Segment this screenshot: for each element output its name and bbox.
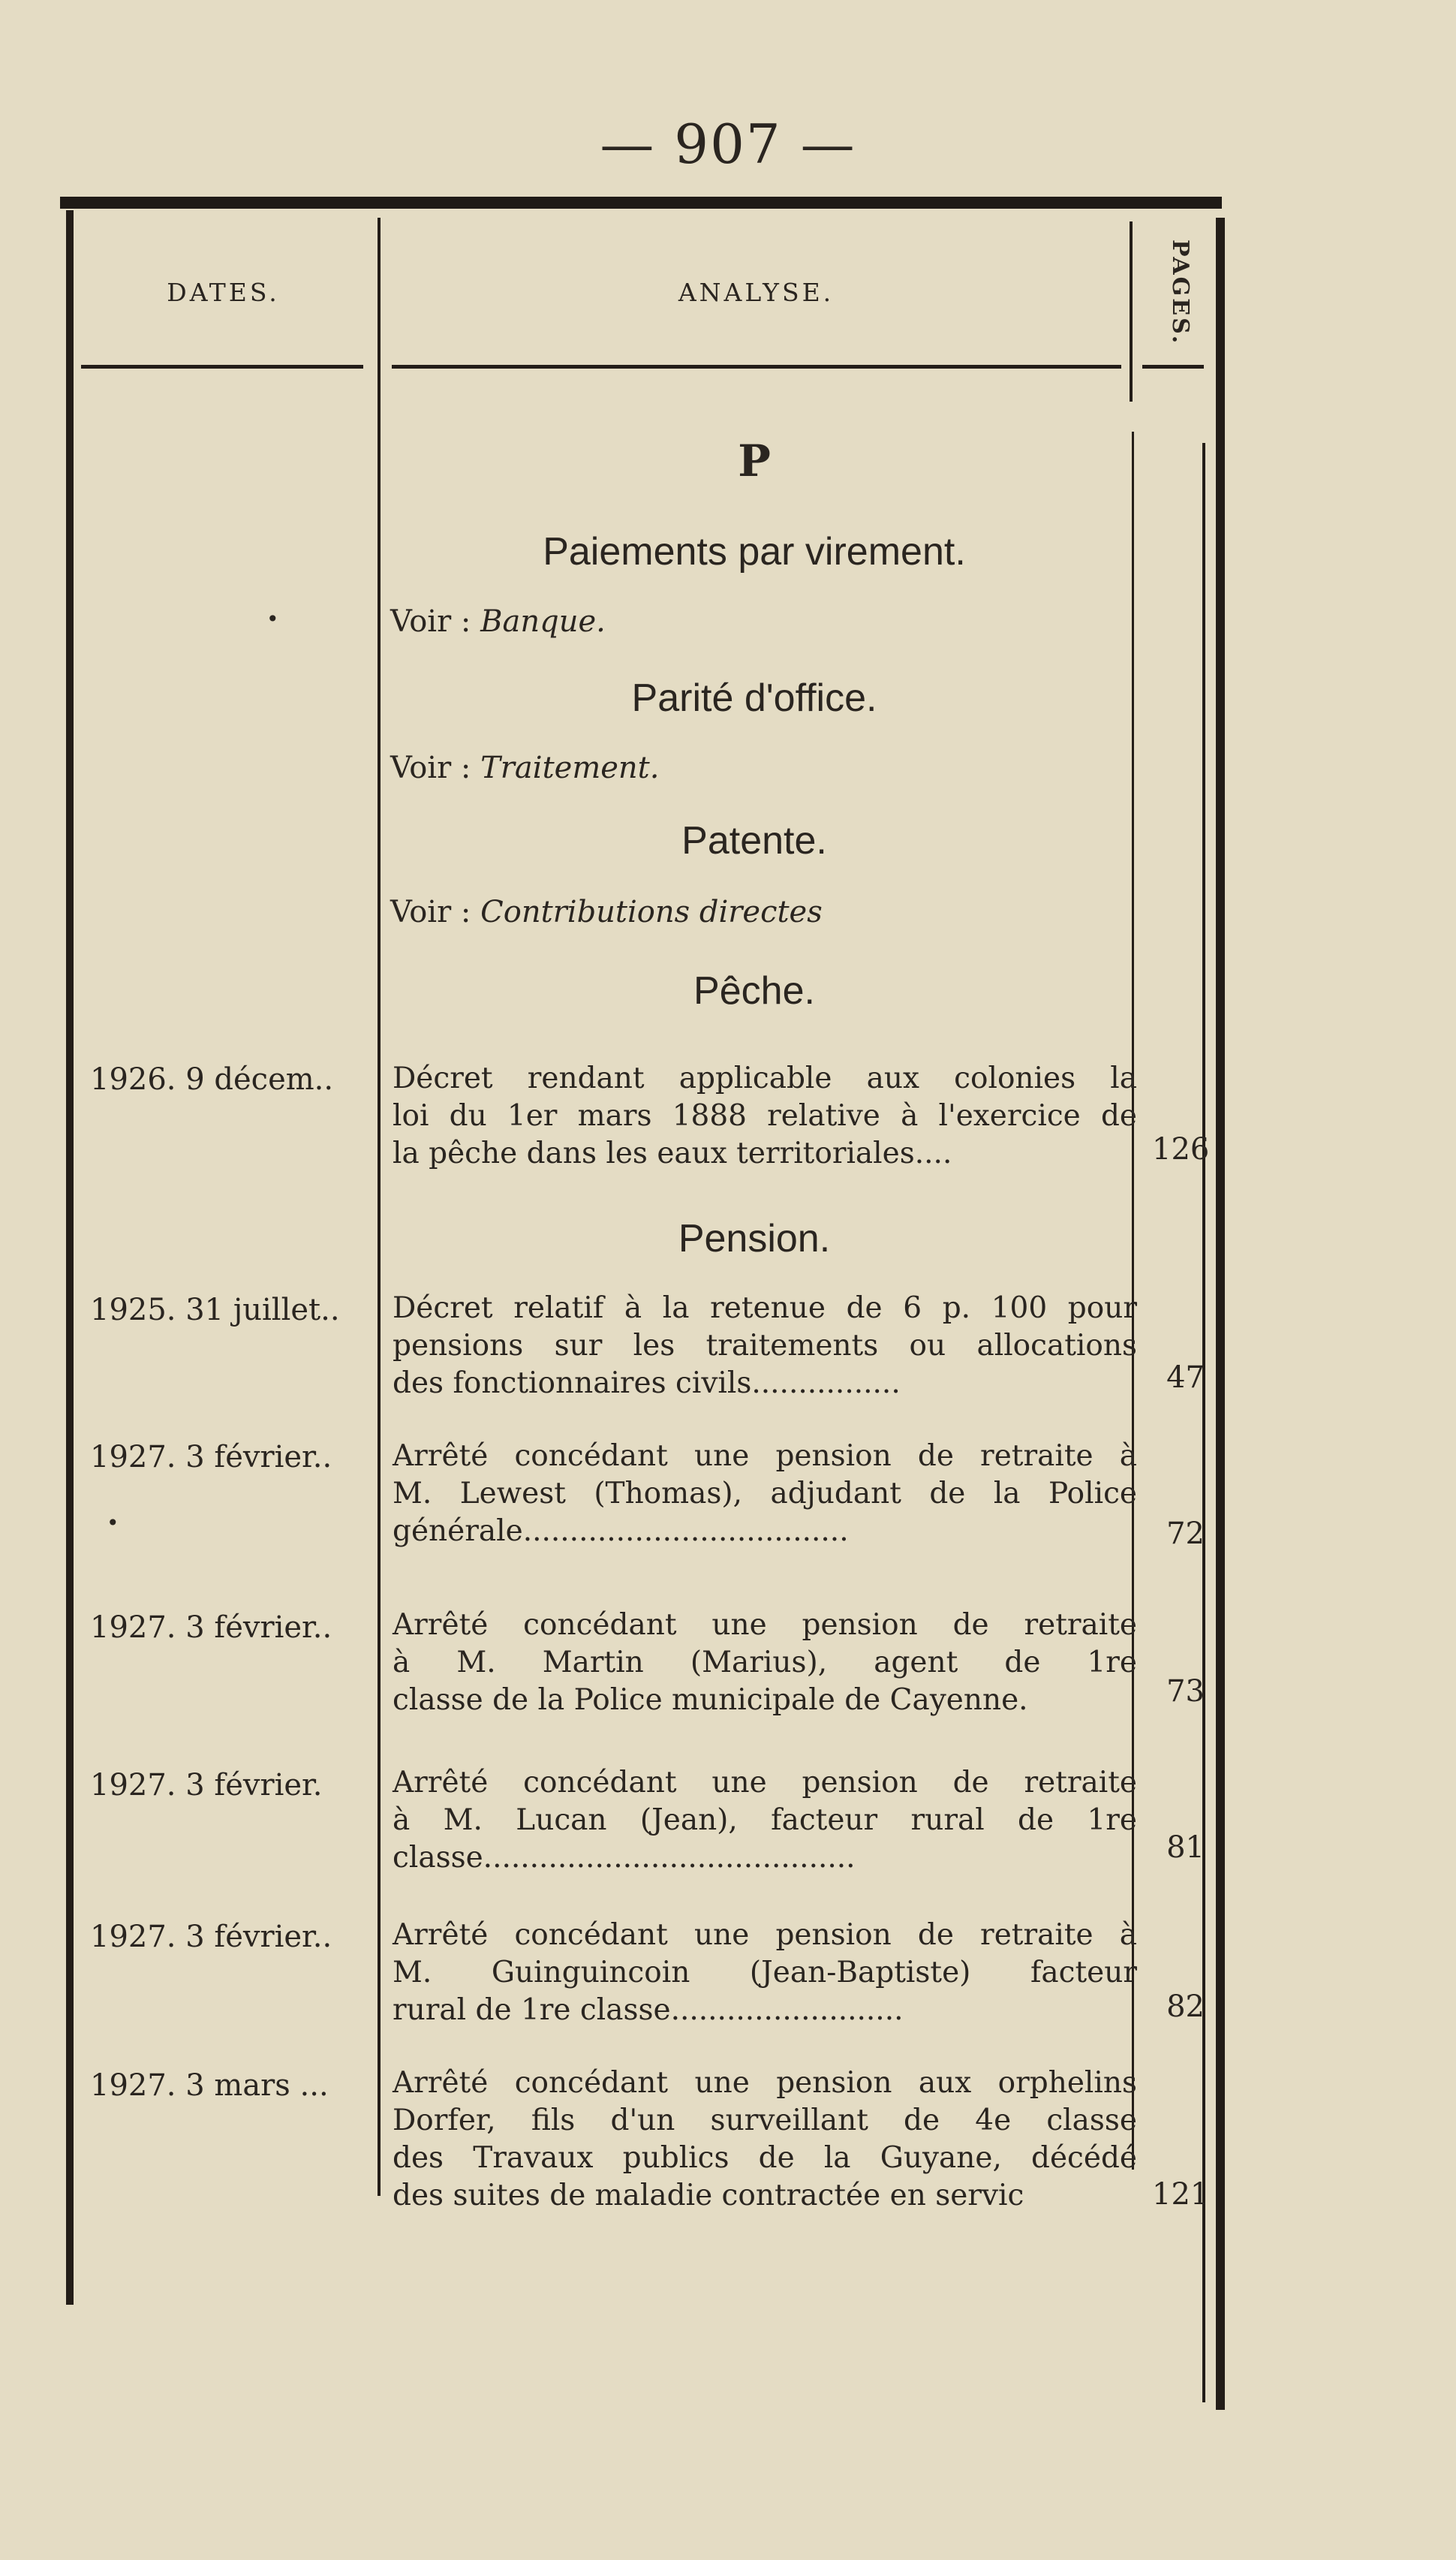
- heading-peche: Pêche.: [693, 969, 815, 1013]
- see-also-paiements: [390, 604, 1126, 639]
- entry-line: rural de 1re classe.........................: [393, 1993, 904, 2027]
- entry-date: 1927. 3 février..: [90, 1920, 332, 1954]
- page-reference: 126: [1152, 1132, 1210, 1167]
- entry-line: à M. Lucan (Jean), facteur rural de 1re: [393, 1803, 1137, 1837]
- see-also-patente: [390, 895, 1126, 929]
- entry-date: 1925. 31 juillet..: [90, 1293, 340, 1327]
- top-rule: [60, 197, 1222, 209]
- dates-analyse-divider: [378, 218, 381, 2196]
- page-reference: 47: [1166, 1360, 1205, 1395]
- left-outer-border: [66, 210, 74, 2305]
- dates-header-rule: [81, 365, 363, 369]
- see-also-target: Contributions directes: [480, 895, 823, 929]
- column-header-analyse: ANALYSE.: [678, 278, 835, 307]
- entry-text: [393, 2065, 1137, 2215]
- see-also-label: Voir :: [390, 895, 471, 929]
- analyse-header-rule: [392, 365, 1121, 369]
- entry-line: Arrêté concédant une pension aux orphelins: [393, 2066, 1137, 2100]
- entry-line: pensions sur les traitements ou allocations: [393, 1329, 1137, 1363]
- see-also-target: Traitement.: [480, 751, 660, 785]
- entry-text: [393, 1290, 1137, 1402]
- entry-text: [393, 1917, 1137, 2029]
- entry-date: 1927. 3 février..: [90, 1610, 332, 1645]
- entry-line: Arrêté concédant une pension de retraite à: [393, 1918, 1137, 1952]
- section-letter: P: [738, 435, 771, 486]
- column-header-pages: PAGES.: [1167, 239, 1193, 346]
- entry-date: 1927. 3 février..: [90, 1440, 332, 1474]
- page-number: — 907 —: [600, 113, 856, 176]
- entry-line: Dorfer, fils d'un surveillant de 4e classe: [393, 2104, 1137, 2137]
- column-header-dates: DATES.: [167, 278, 280, 307]
- page-reference: 121: [1152, 2177, 1210, 2212]
- heading-patente: Patente.: [681, 819, 827, 863]
- analyse-pages-divider: [1130, 221, 1133, 402]
- entry-date: 1927. 3 mars ...: [90, 2068, 329, 2103]
- right-outer-border: [1216, 218, 1225, 2410]
- entry-line: Décret relatif à la retenue de 6 p. 100 pour: [393, 1291, 1137, 1325]
- entry-line: M. Guinguincoin (Jean-Baptiste) facteur: [393, 1956, 1137, 1989]
- see-also-label: Voir :: [390, 751, 471, 785]
- entry-date: 1926. 9 décem..: [90, 1062, 334, 1097]
- entry-line: classe........................................: [393, 1841, 856, 1875]
- entry-line: générale...................................: [393, 1514, 849, 1548]
- entry-line: la pêche dans les eaux territoriales....: [393, 1137, 952, 1170]
- entry-line: des fonctionnaires civils................: [393, 1366, 901, 1400]
- entry-line: des suites de maladie contractée en servic: [393, 2179, 1024, 2212]
- entry-date: 1927. 3 février.: [90, 1768, 323, 1803]
- pages-inner-rule: [1202, 443, 1205, 2402]
- entry-line: Décret rendant applicable aux colonies la: [393, 1062, 1137, 1095]
- entry-line: classe de la Police municipale de Cayenne.: [393, 1683, 1028, 1717]
- page-reference: 82: [1166, 1989, 1205, 2024]
- entry-line: Arrêté concédant une pension de retraite: [393, 1608, 1137, 1642]
- page-reference: 72: [1166, 1516, 1205, 1551]
- heading-paiements: Paiements par virement.: [543, 530, 966, 574]
- entry-text: [393, 1764, 1137, 1877]
- entry-line: M. Lewest (Thomas), adjudant de la Police: [393, 1477, 1137, 1510]
- entry-line: Arrêté concédant une pension de retraite: [393, 1766, 1137, 1800]
- heading-parite: Parité d'office.: [631, 676, 877, 720]
- see-also-label: Voir :: [390, 604, 471, 639]
- entry-text: [393, 1607, 1137, 1719]
- see-also-target: Banque.: [480, 604, 606, 639]
- entry-line: Arrêté concédant une pension de retraite à: [393, 1439, 1137, 1473]
- bullet-mark: •: [107, 1510, 119, 1535]
- heading-pension: Pension.: [678, 1217, 831, 1260]
- entry-line: des Travaux publics de la Guyane, décédé: [393, 2141, 1137, 2175]
- see-also-parite: [390, 751, 1126, 785]
- entry-text: [393, 1060, 1137, 1173]
- pages-header-rule: [1142, 365, 1204, 369]
- entry-text: [393, 1438, 1137, 1550]
- bullet-mark: •: [266, 607, 279, 631]
- page-reference: 73: [1166, 1674, 1205, 1709]
- entry-line: à M. Martin (Marius), agent de 1re: [393, 1646, 1137, 1679]
- page-reference: 81: [1166, 1830, 1205, 1865]
- entry-line: loi du 1er mars 1888 relative à l'exercice de: [393, 1099, 1137, 1133]
